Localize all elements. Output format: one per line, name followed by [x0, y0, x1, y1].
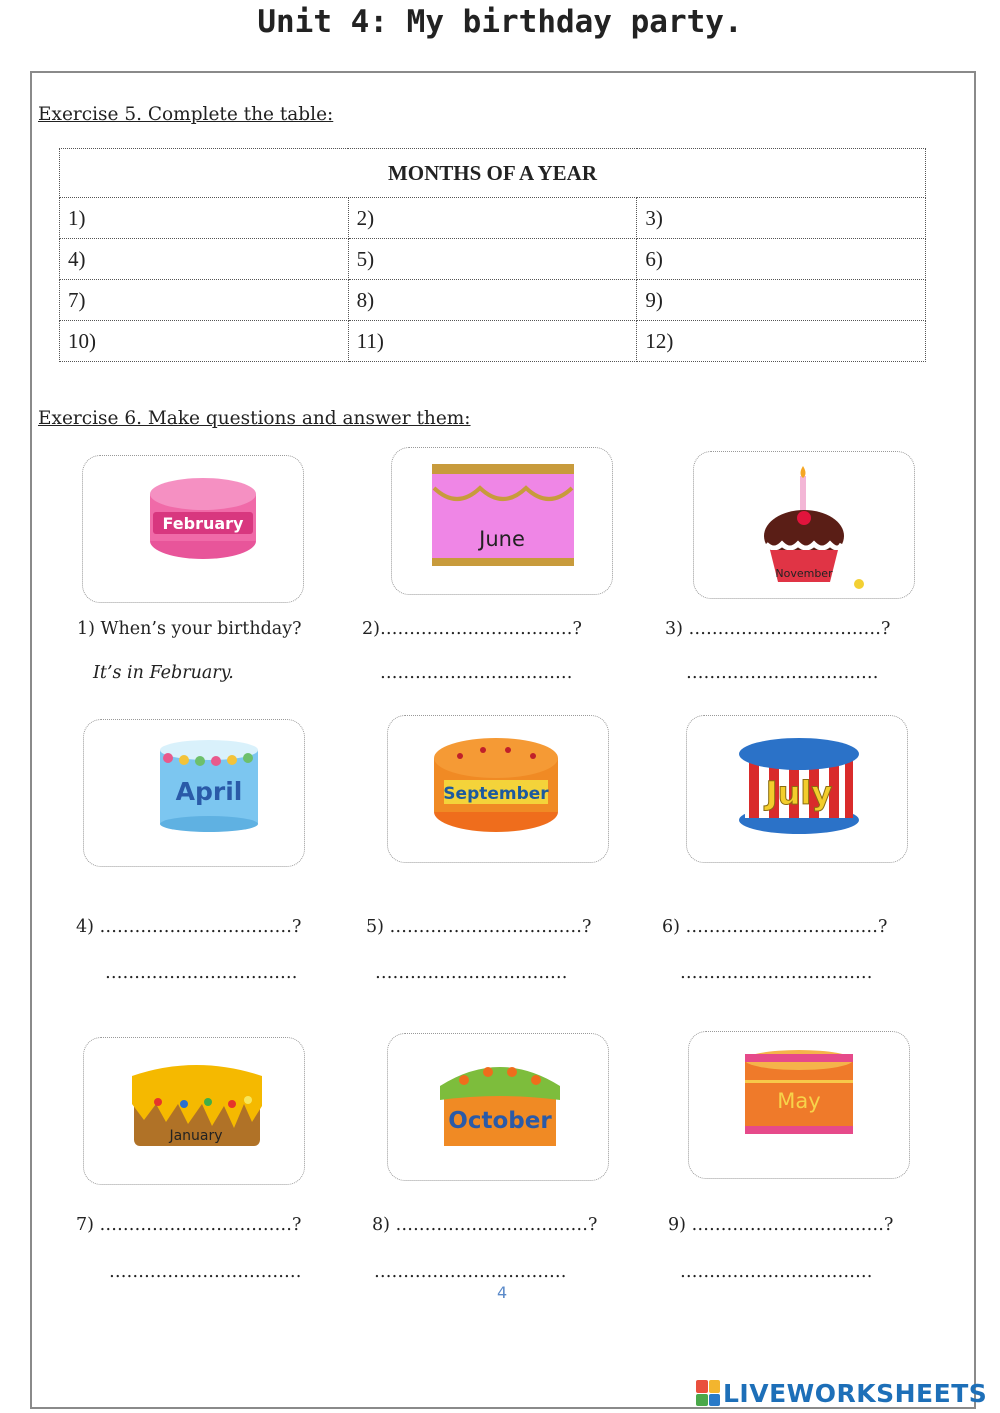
answer-6[interactable]: ……………………………	[680, 963, 873, 983]
exercise-5-heading: Exercise 5. Complete the table:	[38, 104, 334, 125]
february-cake-icon	[83, 456, 305, 604]
answer-8[interactable]: ……………………………	[374, 1262, 567, 1282]
table-cell[interactable]: 5)	[348, 239, 637, 280]
question-8[interactable]: 8) ……………………………?	[372, 1215, 598, 1235]
table-row	[60, 280, 926, 321]
april-cake-icon	[84, 720, 306, 868]
cake-label: May	[777, 1089, 821, 1113]
answer-2[interactable]: ……………………………	[380, 663, 573, 683]
october-cake-icon	[388, 1034, 610, 1182]
table-cell[interactable]: 8)	[348, 280, 637, 321]
question-7[interactable]: 7) ……………………………?	[76, 1215, 302, 1235]
cake-card-july	[686, 715, 908, 863]
question-1: 1) When’s your birthday?	[77, 619, 302, 639]
answer-7[interactable]: ……………………………	[109, 1262, 302, 1282]
question-4[interactable]: 4) ……………………………?	[76, 917, 302, 937]
exercise-6-heading: Exercise 6. Make questions and answer them:	[38, 408, 471, 429]
answer-3[interactable]: ……………………………	[686, 663, 879, 683]
months-table	[59, 148, 926, 362]
cake-label: September	[443, 784, 549, 804]
page-number: 4	[497, 1283, 508, 1302]
table-cell[interactable]: 11)	[348, 321, 637, 362]
answer-4[interactable]: ……………………………	[105, 963, 298, 983]
question-9[interactable]: 9) ……………………………?	[668, 1215, 894, 1235]
table-cell[interactable]: 6)	[637, 239, 926, 280]
page-title: Unit 4: My birthday party.	[257, 4, 743, 40]
liveworksheets-logo-icon	[696, 1380, 720, 1406]
cake-label: November	[775, 567, 833, 580]
cake-card-april	[83, 719, 305, 867]
november-cupcake-icon	[694, 452, 916, 600]
cake-card-january	[83, 1037, 305, 1185]
table-row	[60, 321, 926, 362]
cake-label: January	[169, 1128, 223, 1144]
cake-label: June	[479, 527, 525, 551]
brand-wordmark: LIVEWORKSHEETS	[723, 1378, 988, 1408]
answer-1: It’s in February.	[93, 663, 234, 683]
cake-card-may	[688, 1031, 910, 1179]
may-cake-icon	[689, 1032, 911, 1180]
cake-card-february	[82, 455, 304, 603]
table-cell[interactable]: 3)	[637, 198, 926, 239]
cake-label: October	[448, 1108, 552, 1134]
cake-label: April	[175, 777, 243, 806]
september-cake-icon	[388, 716, 610, 864]
months-table-header: MONTHS OF A YEAR	[60, 149, 926, 198]
table-cell[interactable]: 10)	[60, 321, 349, 362]
cake-card-october	[387, 1033, 609, 1181]
cake-card-november	[693, 451, 915, 599]
table-cell[interactable]: 1)	[60, 198, 349, 239]
table-cell[interactable]: 7)	[60, 280, 349, 321]
table-cell[interactable]: 12)	[637, 321, 926, 362]
question-3[interactable]: 3) ……………………………?	[665, 619, 891, 639]
cake-card-june	[391, 447, 613, 595]
cake-label: February	[162, 514, 244, 533]
cake-label: July	[765, 774, 833, 812]
cake-card-september	[387, 715, 609, 863]
january-cake-icon	[84, 1038, 306, 1186]
question-2[interactable]: 2)……………………………?	[362, 619, 582, 639]
answer-5[interactable]: ……………………………	[375, 963, 568, 983]
answer-9[interactable]: ……………………………	[680, 1262, 873, 1282]
question-5[interactable]: 5) ……………………………?	[366, 917, 592, 937]
table-row	[60, 239, 926, 280]
liveworksheets-logo	[696, 1376, 987, 1410]
table-cell[interactable]: 2)	[348, 198, 637, 239]
table-cell[interactable]: 9)	[637, 280, 926, 321]
table-row	[60, 198, 926, 239]
june-cake-icon	[392, 448, 614, 596]
table-cell[interactable]: 4)	[60, 239, 349, 280]
july-cake-icon	[687, 716, 909, 864]
question-6[interactable]: 6) ……………………………?	[662, 917, 888, 937]
